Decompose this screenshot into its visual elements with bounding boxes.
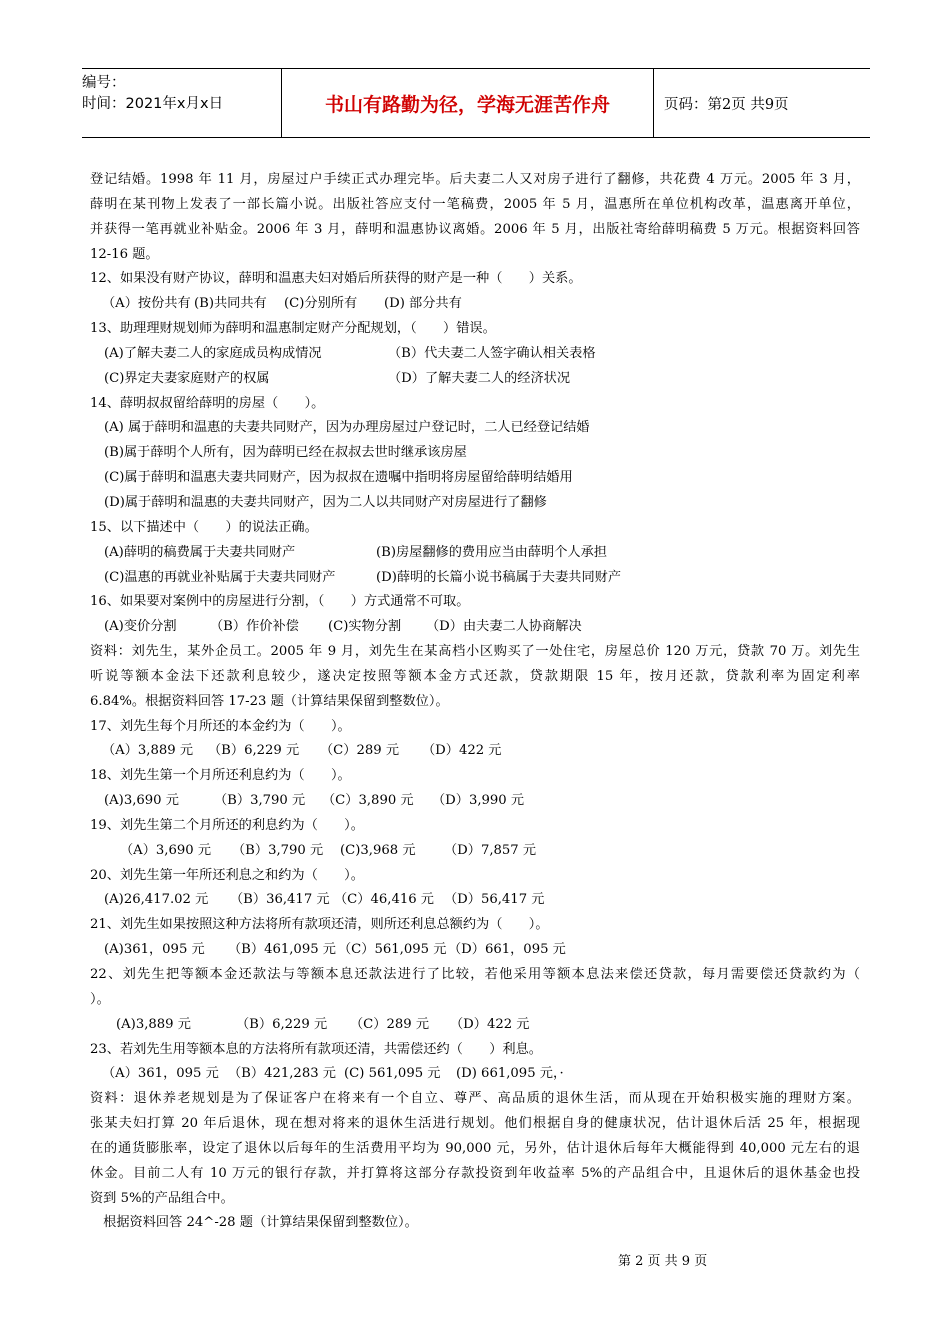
- option-b: （B）代夫妻二人签字确认相关表格: [388, 345, 596, 361]
- option-c: (C)实物分割: [328, 619, 402, 635]
- paragraph-line: 根据资料回答 24^-28 题（计算结果保留到整数位）。: [90, 1215, 418, 1231]
- option-b: （B）461,095 元: [228, 942, 336, 958]
- option-a: (A)26,417.02 元: [104, 892, 209, 908]
- option-b: （B）3,790 元: [214, 793, 306, 809]
- option-c: （C）3,890 元: [322, 793, 414, 809]
- document-number: 编号：: [82, 75, 126, 91]
- option-d: （D）661，095 元: [448, 942, 566, 958]
- question-12-options: [90, 292, 860, 317]
- question-16-options: [90, 615, 860, 640]
- option-d: （D）56,417 元: [444, 892, 545, 908]
- option-b: （B）421,283 元: [228, 1066, 336, 1082]
- question-15-options-row2: [90, 566, 860, 591]
- option-c: (C)温惠的再就业补贴属于夫妻共同财产: [104, 569, 336, 585]
- question-17: 17、刘先生每个月所还的本金约为（ ）。: [90, 718, 351, 734]
- option-b: (B)属于薛明个人所有，因为薛明已经在叔叔去世时继承该房屋: [104, 445, 467, 461]
- paragraph-line: 资到 5%的产品组合中。: [90, 1190, 234, 1206]
- option-a: (A)3,690 元: [104, 793, 179, 809]
- question-15-options-row1: [90, 541, 860, 566]
- paragraph-line: 薛明在某刊物上发表了一部长篇小说。出版社答应支付一笔稿费，2005 年 5 月，温惠所在单位机构改革，温惠离开单位，: [90, 196, 860, 212]
- question-13-options-row1: [90, 342, 860, 367]
- paragraph-line: 并获得一笔再就业补贴金。2006 年 3 月，薛明和温惠协议离婚。2006 年 5 月，出版社寄给薛明稿费 5 万元。根据资料回答: [90, 221, 860, 237]
- option-d: （D）422 元: [422, 743, 502, 759]
- paragraph-line: 资料：刘先生，某外企员工。2005 年 9 月，刘先生在某高档小区购买了一处住宅，房屋总价 120 万元，贷款 70 万。刘先生: [90, 644, 860, 660]
- option-d: (D) 部分共有: [384, 296, 462, 312]
- header-meta: [82, 69, 282, 137]
- option-d: (D)属于薛明和温惠的夫妻共同财产，因为二人以共同财产对房屋进行了翻修: [104, 494, 547, 510]
- option-c: (C)界定夫妻家庭财产的权属: [104, 370, 270, 386]
- option-b: （B）3,790 元: [232, 842, 324, 858]
- question-13: 13、助理理财规划师为薛明和温惠制定财产分配规划，（ ）错误。: [90, 321, 496, 337]
- option-d: （D）3,990 元: [432, 793, 525, 809]
- option-d: (D) 661,095 元，·: [456, 1066, 564, 1082]
- paragraph-line: 在的通货膨胀率，设定了退休以后每年的生活费用平均为 90,000 元，另外，估计退休后每年大概能得到 40,000 元左右的退: [90, 1140, 860, 1156]
- option-c: (C)分别所有: [284, 296, 358, 312]
- option-c: （C）289 元: [320, 743, 400, 759]
- paragraph-line: 资料：退休养老规划是为了保证客户在将来有一个自立、尊严、高品质的退休生活，而从现在开始积极实施的理财方案。: [90, 1091, 860, 1107]
- document-body: [90, 168, 860, 1236]
- option-a: （A）3,889 元: [102, 743, 194, 759]
- option-b: （B）36,417 元: [230, 892, 330, 908]
- paragraph-line: 登记结婚。1998 年 11 月，房屋过户手续正式办理完毕。后夫妻二人又对房子进行了翻修，共花费 4 万元。2005 年 3 月，: [90, 172, 860, 187]
- question-20: 20、刘先生第一年所还利息之和约为（ ）。: [90, 867, 364, 883]
- question-16: 16、如果要对案例中的房屋进行分割，（ ）方式通常不可取。: [90, 594, 470, 610]
- option-a: (A)变价分割: [104, 619, 177, 635]
- header-slogan-cell: [282, 69, 654, 137]
- page-footer: 第 2 页 共 9 页: [618, 1254, 708, 1269]
- question-23-options: [90, 1062, 860, 1087]
- question-22-options: [90, 1013, 860, 1038]
- question-22: 22、刘先生把等额本金还款法与等额本息还款法进行了比较，若他采用等额本息法来偿还贷款，每月需要偿还贷款约为（: [90, 967, 860, 982]
- option-a: （A）361，095 元: [102, 1066, 219, 1082]
- paragraph-line: 休金。目前二人有 10 万元的银行存款，并打算将这部分存款投资到年收益率 5%的产品组合中，且退休后的退休基金也投: [90, 1165, 860, 1181]
- question-19: 19、刘先生第二个月所还的利息约为（ ）。: [90, 817, 364, 833]
- page-header: [82, 68, 870, 138]
- question-19-options: [90, 839, 860, 864]
- option-d: （D）422 元: [450, 1016, 530, 1032]
- option-b: (B)共同共有: [194, 296, 267, 312]
- header-page-number: 页码：第2页 共9页: [664, 96, 789, 113]
- document-date: 时间：2021年x月x日: [82, 96, 224, 112]
- option-b: （B）6,229 元: [236, 1016, 328, 1032]
- question-15: 15、以下描述中（ ）的说法正确。: [90, 519, 318, 535]
- paragraph-line: 听说等额本金法下还款利息较少，遂决定按照等额本金方式还款，贷款期限 15 年，按月还款，贷款利率为固定利率: [90, 668, 860, 684]
- question-14: 14、薛明叔叔留给薛明的房屋（ ）。: [90, 395, 325, 411]
- question-21: 21、刘先生如果按照这种方法将所有款项还清，则所还利息总额约为（ ）。: [90, 917, 549, 933]
- question-13-options-row2: [90, 367, 860, 392]
- option-c: （C）561,095 元: [338, 942, 447, 958]
- option-c: （C）289 元: [350, 1016, 430, 1032]
- option-a: (A)薛明的稿费属于夫妻共同财产: [104, 544, 296, 560]
- question-12: 12、如果没有财产协议，薛明和温惠夫妇对婚后所获得的财产是一种（ ）关系。: [90, 271, 582, 287]
- question-20-options: [90, 888, 860, 913]
- paragraph-line: 6.84%。根据资料回答 17-23 题（计算结果保留到整数位）。: [90, 693, 449, 709]
- question-21-options: [90, 938, 860, 963]
- paragraph-line: 12-16 题。: [90, 246, 159, 262]
- option-a: (A)361，095 元: [104, 942, 205, 958]
- option-c: （C）46,416 元: [334, 892, 434, 908]
- option-a: （A）3,690 元: [120, 842, 212, 858]
- option-c: (C) 561,095 元: [344, 1066, 441, 1082]
- option-c: (C)属于薛明和温惠夫妻共同财产，因为叔叔在遗嘱中指明将房屋留给薛明结婚用: [104, 470, 573, 486]
- option-d: （D）由夫妻二人协商解决: [426, 619, 582, 635]
- slogan: 书山有路勤为径，学海无涯苦作舟: [324, 93, 610, 116]
- option-d: （D）7,857 元: [444, 842, 537, 858]
- option-b: （B）6,229 元: [208, 743, 300, 759]
- paragraph-line: 张某夫妇打算 20 年后退休，现在想对将来的退休生活进行规划。他们根据自身的健康状况，估计退休后活 25 年，根据现: [90, 1116, 860, 1132]
- question-22-end: ）。: [90, 991, 110, 1007]
- question-18-options: [90, 789, 860, 814]
- option-c: (C)3,968 元: [340, 842, 416, 858]
- option-d: (D)薛明的长篇小说书稿属于夫妻共同财产: [376, 569, 622, 585]
- option-d: （D）了解夫妻二人的经济状况: [388, 370, 571, 386]
- question-18: 18、刘先生第一个月所还利息约为（ ）。: [90, 768, 351, 784]
- header-page-cell: [654, 69, 870, 137]
- question-17-options: [90, 739, 860, 764]
- option-a: （A）按份共有: [102, 296, 191, 312]
- option-a: (A)了解夫妻二人的家庭成员构成情况: [104, 345, 322, 361]
- option-a: (A) 属于薛明和温惠的夫妻共同财产，因为办理房屋过户登记时，二人已经登记结婚: [104, 420, 590, 436]
- option-a: (A)3,889 元: [116, 1016, 191, 1032]
- question-23: 23、若刘先生用等额本息的方法将所有款项还清，共需偿还约（ ）利息。: [90, 1041, 542, 1057]
- option-b: （B）作价补偿: [210, 619, 299, 635]
- option-b: (B)房屋翻修的费用应当由薛明个人承担: [376, 544, 607, 560]
